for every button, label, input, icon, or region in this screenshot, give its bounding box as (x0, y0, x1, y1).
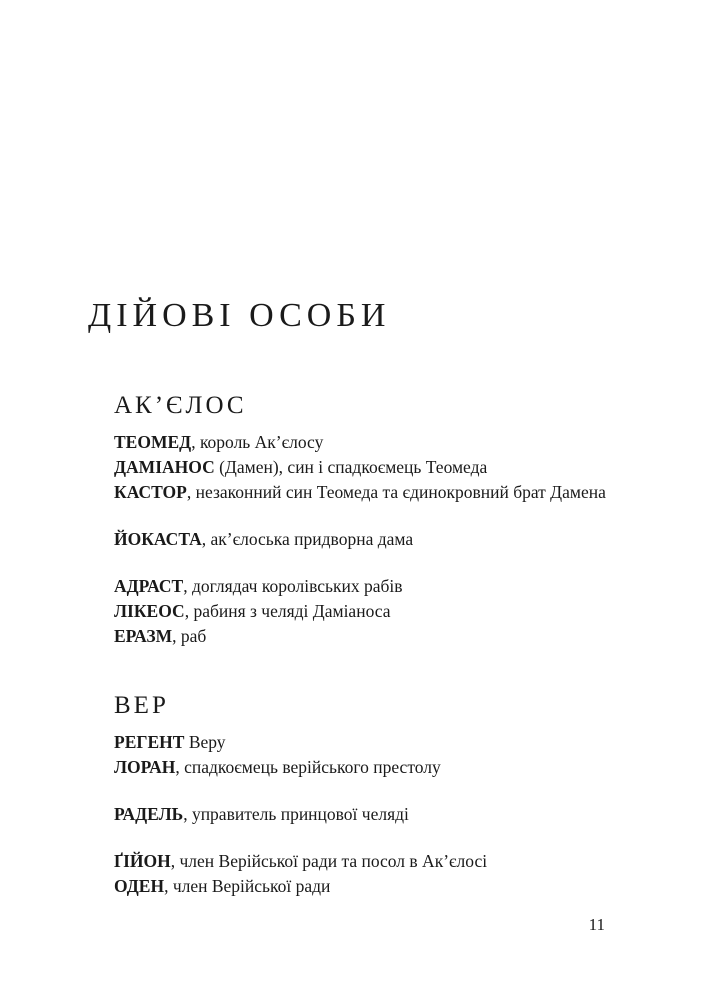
character-description: , доглядач королівських рабів (183, 576, 403, 596)
character-entry (88, 624, 628, 649)
section-akielos (88, 388, 628, 649)
character-entry (88, 849, 628, 874)
character-entry (88, 430, 628, 455)
character-entry (88, 480, 628, 505)
character-description: (Дамен), син і спадкоємець Теомеда (214, 457, 488, 477)
page-number: 11 (588, 915, 605, 934)
section-title: ВЕР (114, 692, 169, 719)
page-title: ДІЙОВІ ОСОБИ (88, 297, 391, 334)
character-name: ЕРАЗМ (114, 626, 173, 646)
character-entry (88, 527, 628, 552)
character-name: ДАМІАНОС (114, 457, 215, 477)
character-name: ЙОКАСТА (114, 529, 202, 549)
character-description: , незаконний син Теомеда та єдинокровний брат Дамена (186, 482, 606, 502)
character-name: РЕГЕНТ (114, 732, 185, 752)
character-name: ЛОРАН (114, 757, 176, 777)
character-name: ЛІКЕОС (114, 601, 185, 621)
section-title: АК’ЄЛОС (114, 392, 247, 419)
character-description: Веру (184, 732, 226, 752)
character-description: , ак’єлоська придворна дама (201, 529, 414, 549)
character-name: ТЕОМЕД (114, 432, 192, 452)
character-description: , член Верійської ради та посол в Ак’єлосі (170, 851, 488, 871)
character-description: , спадкоємець верійського престолу (175, 757, 441, 777)
character-entry (88, 730, 628, 755)
character-description: , член Верійської ради (164, 876, 331, 896)
character-entry (88, 599, 628, 624)
character-description: , раб (172, 626, 207, 646)
character-name: ҐІЙОН (114, 851, 171, 871)
character-entry (88, 574, 628, 599)
character-description: , король Ак’єлосу (191, 432, 324, 452)
character-description: , рабиня з челяді Даміаноса (184, 601, 391, 621)
character-description: , управитель принцової челяді (183, 804, 409, 824)
character-name: КАСТОР (114, 482, 187, 502)
character-entry (88, 455, 628, 480)
character-entry (88, 874, 628, 899)
character-entry (88, 802, 628, 827)
character-name: ОДЕН (114, 876, 165, 896)
section-vere (88, 688, 628, 899)
character-name: АДРАСТ (114, 576, 184, 596)
character-name: РАДЕЛЬ (114, 804, 184, 824)
character-entry (88, 755, 628, 780)
